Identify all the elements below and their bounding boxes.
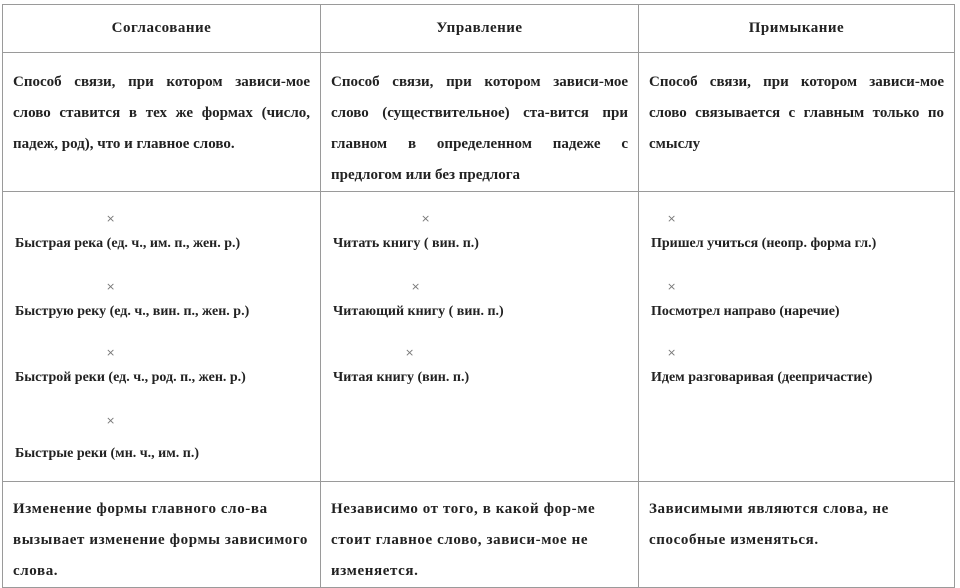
dependency-mark: × — [106, 414, 116, 427]
examples-adjunction — [639, 192, 955, 482]
syntax-links-table — [2, 4, 955, 588]
example-adjunction-3: Идем разговаривая (деепричастие) — [651, 370, 873, 385]
example-agreement-4: Быстрые реки (мн. ч., им. п.) — [15, 446, 200, 461]
example-government-3: Читая книгу (вин. п.) — [333, 370, 470, 385]
dependency-mark: × — [411, 280, 421, 293]
definition-row — [3, 53, 955, 192]
dependency-mark: × — [667, 280, 677, 293]
result-adjunction: Зависимыми являются слова, не способные изменяться. — [639, 482, 955, 588]
examples-government — [321, 192, 639, 482]
header-row — [3, 5, 955, 53]
dependency-mark: × — [106, 346, 116, 359]
example-agreement-2: Быструю реку (ед. ч., вин. п., жен. р.) — [15, 304, 250, 319]
result-government: Независимо от того, в какой фор-ме стоит главное слово, зависи-мое не изменяется. — [321, 482, 639, 588]
dependency-mark: × — [667, 212, 677, 225]
example-government-1: Читать книгу ( вин. п.) — [333, 236, 479, 251]
example-agreement-1: Быстрая река (ед. ч., им. п., жен. р.) — [15, 236, 241, 251]
example-adjunction-2: Посмотрел направо (наречие) — [651, 304, 840, 319]
dependency-mark: × — [421, 212, 431, 225]
dependency-mark: × — [405, 346, 415, 359]
definition-government: Способ связи, при котором зависи-мое слово (существительное) ста-вится при главном в определенном падеже с предлогом или без предлога — [321, 53, 639, 192]
examples-agreement — [3, 192, 321, 482]
example-agreement-3: Быстрой реки (ед. ч., род. п., жен. р.) — [15, 370, 246, 385]
result-row — [3, 482, 955, 588]
result-agreement: Изменение формы главного сло-ва вызывает изменение формы зависимого слова. — [3, 482, 321, 588]
dependency-mark: × — [667, 346, 677, 359]
dependency-mark: × — [106, 212, 116, 225]
dependency-mark: × — [106, 280, 116, 293]
example-adjunction-1: Пришел учиться (неопр. форма гл.) — [651, 236, 877, 251]
header-adjunction: Примыкание — [639, 5, 955, 53]
definition-agreement: Способ связи, при котором зависи-мое слово ставится в тех же формах (число, падеж, род), что и главное слово. — [3, 53, 321, 192]
examples-row — [3, 192, 955, 482]
header-agreement: Согласование — [3, 5, 321, 53]
header-government: Управление — [321, 5, 639, 53]
definition-adjunction: Способ связи, при котором зависи-мое слово связывается с главным только по смыслу — [639, 53, 955, 192]
example-government-2: Читающий книгу ( вин. п.) — [333, 304, 504, 319]
